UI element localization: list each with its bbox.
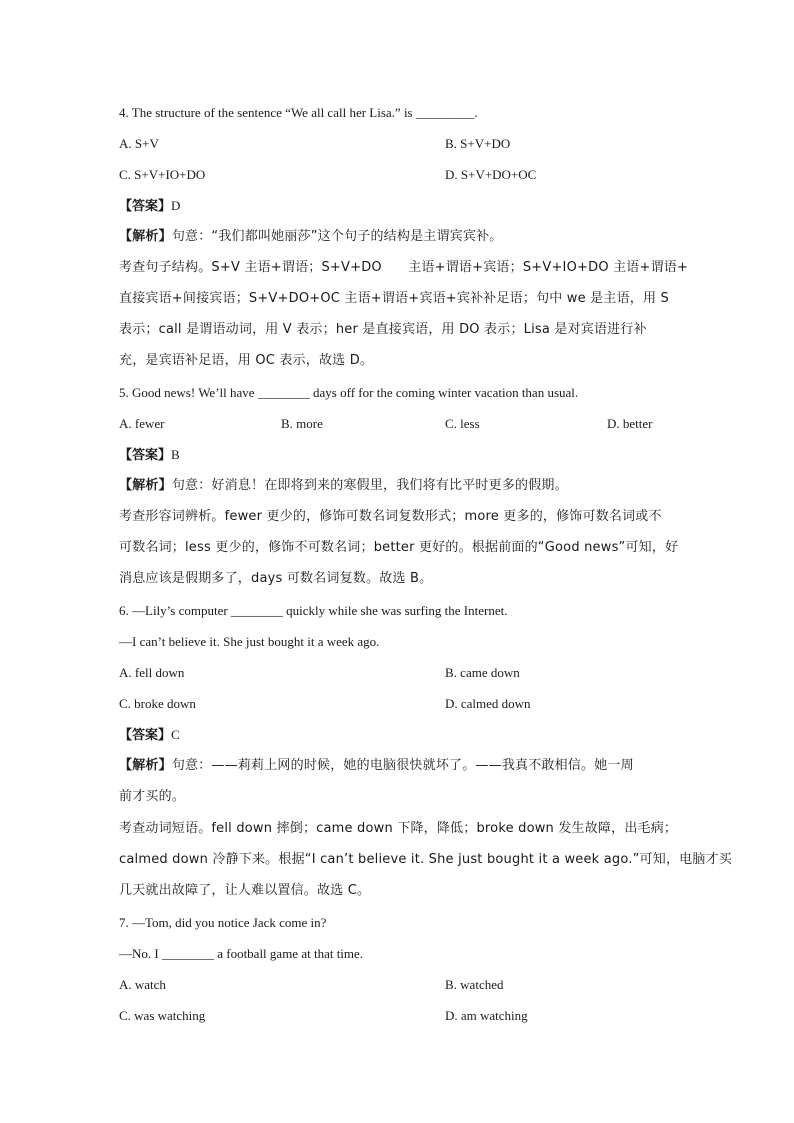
- q7-option-c: C. was watching: [119, 1008, 206, 1023]
- analysis-tag: 【解析】: [119, 229, 172, 244]
- answer-value: B: [171, 447, 180, 462]
- q7-option-a: A. watch: [119, 977, 166, 992]
- q5-option-c: C. less: [445, 416, 480, 431]
- analysis-tag: 【解析】: [119, 478, 172, 493]
- q5-answer: [119, 446, 180, 465]
- q5-analysis-line-4: 消息应该是假期多了，days 可数名词复数。故选 B。: [119, 571, 433, 586]
- q6-analysis-line-5: 几天就出故障了，让人难以置信。故选 C。: [119, 883, 371, 898]
- q5-stem: 5. Good news! We’ll have ________ days off for the coming winter vacation than usual.: [119, 385, 579, 400]
- q4-option-c: C. S+V+IO+DO: [119, 167, 206, 182]
- q6-analysis-line-2: 前才买的。: [119, 789, 186, 804]
- q5-option-b: B. more: [281, 416, 323, 431]
- q7-stem: 7. —Tom, did you notice Jack come in?: [119, 915, 327, 930]
- q4-analysis-line-2: 考查句子结构。S+V 主语+谓语；S+V+DO 主语+谓语+宾语；S+V+IO+DO 主语+谓语+: [119, 260, 689, 275]
- q6-analysis-line-4: calmed down 冷静下来。根据“I can’t believe it. She just bought it a week ago.”可知，电脑才买: [119, 852, 732, 867]
- answer-tag: 【答案】: [119, 199, 172, 214]
- q6-option-c: C. broke down: [119, 696, 196, 711]
- q4-answer: [119, 197, 180, 216]
- q6-option-d: D. calmed down: [445, 696, 531, 711]
- q4-analysis-line-5: 充，是宾语补足语，用 OC 表示，故选 D。: [119, 353, 374, 368]
- q4-option-d: D. S+V+DO+OC: [445, 167, 537, 182]
- q5-analysis-line-1: 【解析】句意：好消息！在即将到来的寒假里，我们将有比平时更多的假期。: [119, 478, 568, 493]
- q6-answer: [119, 726, 180, 745]
- q7-stem-reply: —No. I ________ a football game at that time.: [119, 946, 364, 961]
- q4-analysis-line-3: 直接宾语+间接宾语；S+V+DO+OC 主语+谓语+宾语+宾补补足语；句中 we 是主语，用 S: [119, 291, 669, 306]
- q6-analysis-line-3: 考查动词短语。fell down 摔倒；came down 下降，降低；broke down 发生故障，出毛病；: [119, 821, 678, 836]
- q5-analysis-line-2: 考查形容词辨析。fewer 更少的，修饰可数名词复数形式；more 更多的，修饰可数名词或不: [119, 509, 662, 524]
- q6-option-a: A. fell down: [119, 665, 185, 680]
- q5-analysis-line-3: 可数名词；less 更少的，修饰不可数名词；better 更好的。根据前面的“Good news”可知，好: [119, 540, 679, 555]
- q6-stem: 6. —Lily’s computer ________ quickly while she was surfing the Internet.: [119, 603, 508, 618]
- q7-option-d: D. am watching: [445, 1008, 528, 1023]
- q5-option-a: A. fewer: [119, 416, 165, 431]
- analysis-tag: 【解析】: [119, 758, 172, 773]
- answer-tag: 【答案】: [119, 728, 172, 743]
- q4-option-b: B. S+V+DO: [445, 136, 511, 151]
- q4-analysis-line-1: 【解析】句意：“我们都叫她丽莎”这个句子的结构是主谓宾宾补。: [119, 229, 503, 244]
- answer-value: D: [171, 198, 181, 213]
- q7-option-b: B. watched: [445, 977, 504, 992]
- q6-analysis-line-1: 【解析】句意：——莉莉上网的时候，她的电脑很快就坏了。——我真不敢相信。她一周: [119, 758, 634, 773]
- q4-analysis-line-4: 表示；call 是谓语动词，用 V 表示；her 是直接宾语，用 DO 表示；Lisa 是对宾语进行补: [119, 322, 647, 337]
- answer-tag: 【答案】: [119, 448, 172, 463]
- q5-option-d: D. better: [607, 416, 653, 431]
- answer-value: C: [171, 727, 180, 742]
- q6-option-b: B. came down: [445, 665, 520, 680]
- q6-stem-reply: —I can’t believe it. She just bought it a week ago.: [119, 634, 380, 649]
- q4-stem: 4. The structure of the sentence “We all call her Lisa.” is _________.: [119, 105, 478, 120]
- q4-option-a: A. S+V: [119, 136, 159, 151]
